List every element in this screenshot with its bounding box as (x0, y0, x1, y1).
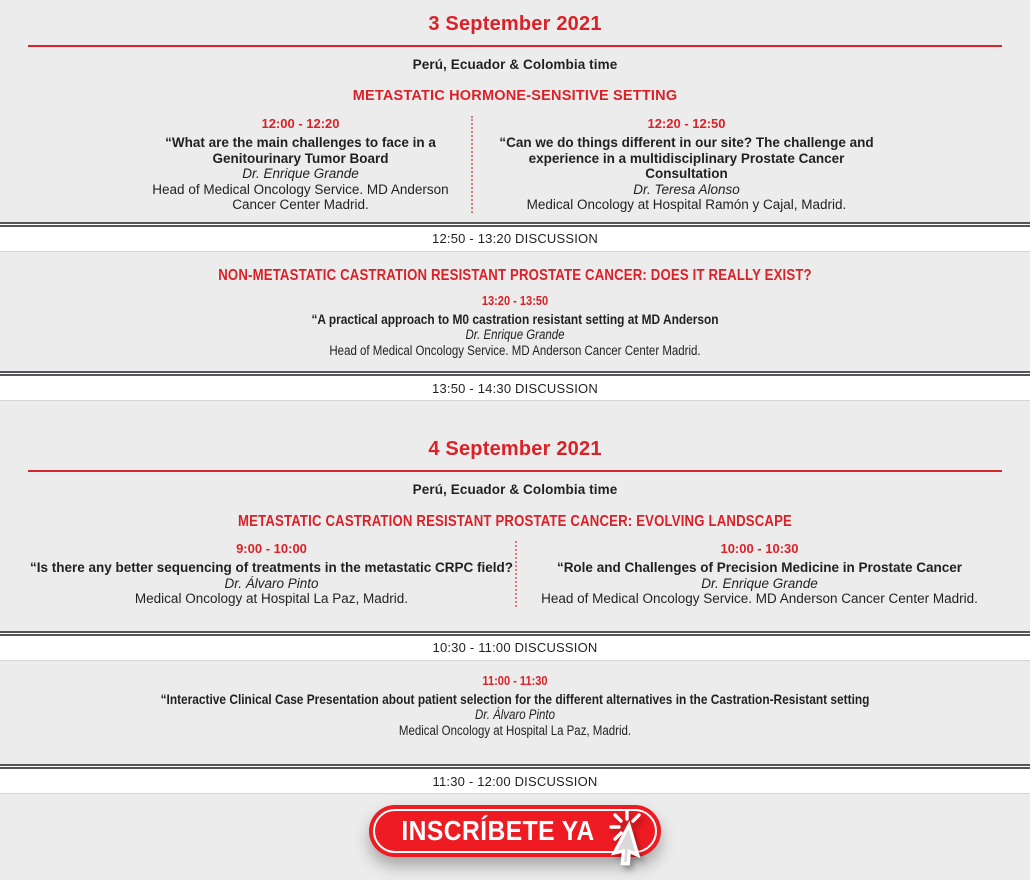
inscribete-button[interactable] (369, 805, 661, 857)
session-speaker: Dr. Enrique Grande (242, 166, 359, 181)
discussion-bar (0, 631, 1030, 661)
session-card (130, 116, 471, 213)
session-card (515, 541, 1002, 607)
session-card (77, 293, 953, 359)
session-affiliation: Medical Oncology at Hospital La Paz, Madrid. (134, 591, 409, 606)
session-time: 12:00 - 12:20 (261, 116, 340, 131)
session-title: “Is there any better sequencing of treatments in the metastatic CRPC field? (29, 560, 514, 575)
session-title: “A practical approach to M0 castration resistant setting at MD Anderson (311, 310, 719, 327)
discussion-bar (0, 371, 1030, 401)
session-affiliation: Head of Medical Oncology Service. MD Anderson Cancer Center Madrid. (541, 591, 978, 606)
session-affiliation: Head of Medical Oncology Service. MD Anderson Cancer Center Madrid. (329, 342, 701, 358)
session-time: 10:00 - 10:30 (720, 541, 799, 556)
day1-heading-hormone-sensitive: METASTATIC HORMONE-SENSITIVE SETTING (352, 88, 678, 104)
day1-timezone: Perú, Ecuador & Colombia time (412, 57, 618, 72)
day2-heading-castration-resistant: METASTATIC CASTRATION RESISTANT PROSTATE CANCER: EVOLVING LANDSCAPE (237, 513, 793, 530)
session-time: 11:00 - 11:30 (482, 672, 548, 688)
discussion-label: 13:50 - 14:30 DISCUSSION (432, 380, 598, 396)
day2-timezone: Perú, Ecuador & Colombia time (412, 482, 618, 497)
session-affiliation: Medical Oncology at Hospital Ramón y Cajal, Madrid. (526, 197, 847, 212)
day1-title: 3 September 2021 (428, 13, 602, 35)
discussion-bar (0, 222, 1030, 252)
session-time: 12:20 - 12:50 (647, 116, 726, 131)
session-time: 9:00 - 10:00 (236, 541, 307, 556)
day2-sessions-row (28, 541, 1002, 607)
day1-heading-non-metastatic: NON-METASTATIC CASTRATION RESISTANT PROSTATE CANCER: DOES IT REALLY EXIST? (218, 266, 812, 284)
session-card (77, 673, 953, 739)
discussion-label: 12:50 - 13:20 DISCUSSION (432, 231, 598, 246)
session-title: “Can we do things different in our site? The challenge and experience in a multidisciplinary Prostate Cancer Consultation (499, 135, 874, 181)
session-speaker: Dr. Teresa Alonso (633, 181, 740, 197)
day1-sessions-row (130, 116, 900, 213)
session-title: “Role and Challenges of Precision Medicine in Prostate Cancer (556, 560, 963, 575)
inscribete-label: INSCRÍBETE YA (401, 815, 595, 846)
session-affiliation: Head of Medical Oncology Service. MD Anderson Cancer Center Madrid. (152, 181, 449, 212)
discussion-bar (0, 764, 1030, 794)
session-speaker: Dr. Enrique Grande (465, 327, 565, 342)
discussion-label: 10:30 - 11:00 DISCUSSION (432, 640, 598, 655)
session-time: 13:20 - 13:50 (481, 292, 549, 308)
day2-rule (28, 470, 1002, 472)
session-card (471, 116, 900, 213)
session-title: “What are the main challenges to face in a Genitourinary Tumor Board (165, 135, 436, 166)
discussion-label: 11:30 - 12:00 DISCUSSION (432, 773, 598, 789)
session-title: “Interactive Clinical Case Presentation about patient selection for the different alternatives in the Castration-Resistant setting (160, 690, 870, 707)
cta-row (0, 805, 1030, 857)
session-card (28, 541, 515, 607)
session-speaker: Dr. Álvaro Pinto (475, 707, 555, 722)
session-speaker: Dr. Álvaro Pinto (224, 575, 319, 591)
click-cursor-icon (605, 809, 677, 880)
session-affiliation: Medical Oncology at Hospital La Paz, Madrid. (398, 722, 632, 738)
day2-title: 4 September 2021 (428, 438, 602, 460)
session-speaker: Dr. Enrique Grande (701, 575, 818, 591)
day1-rule (28, 45, 1002, 47)
